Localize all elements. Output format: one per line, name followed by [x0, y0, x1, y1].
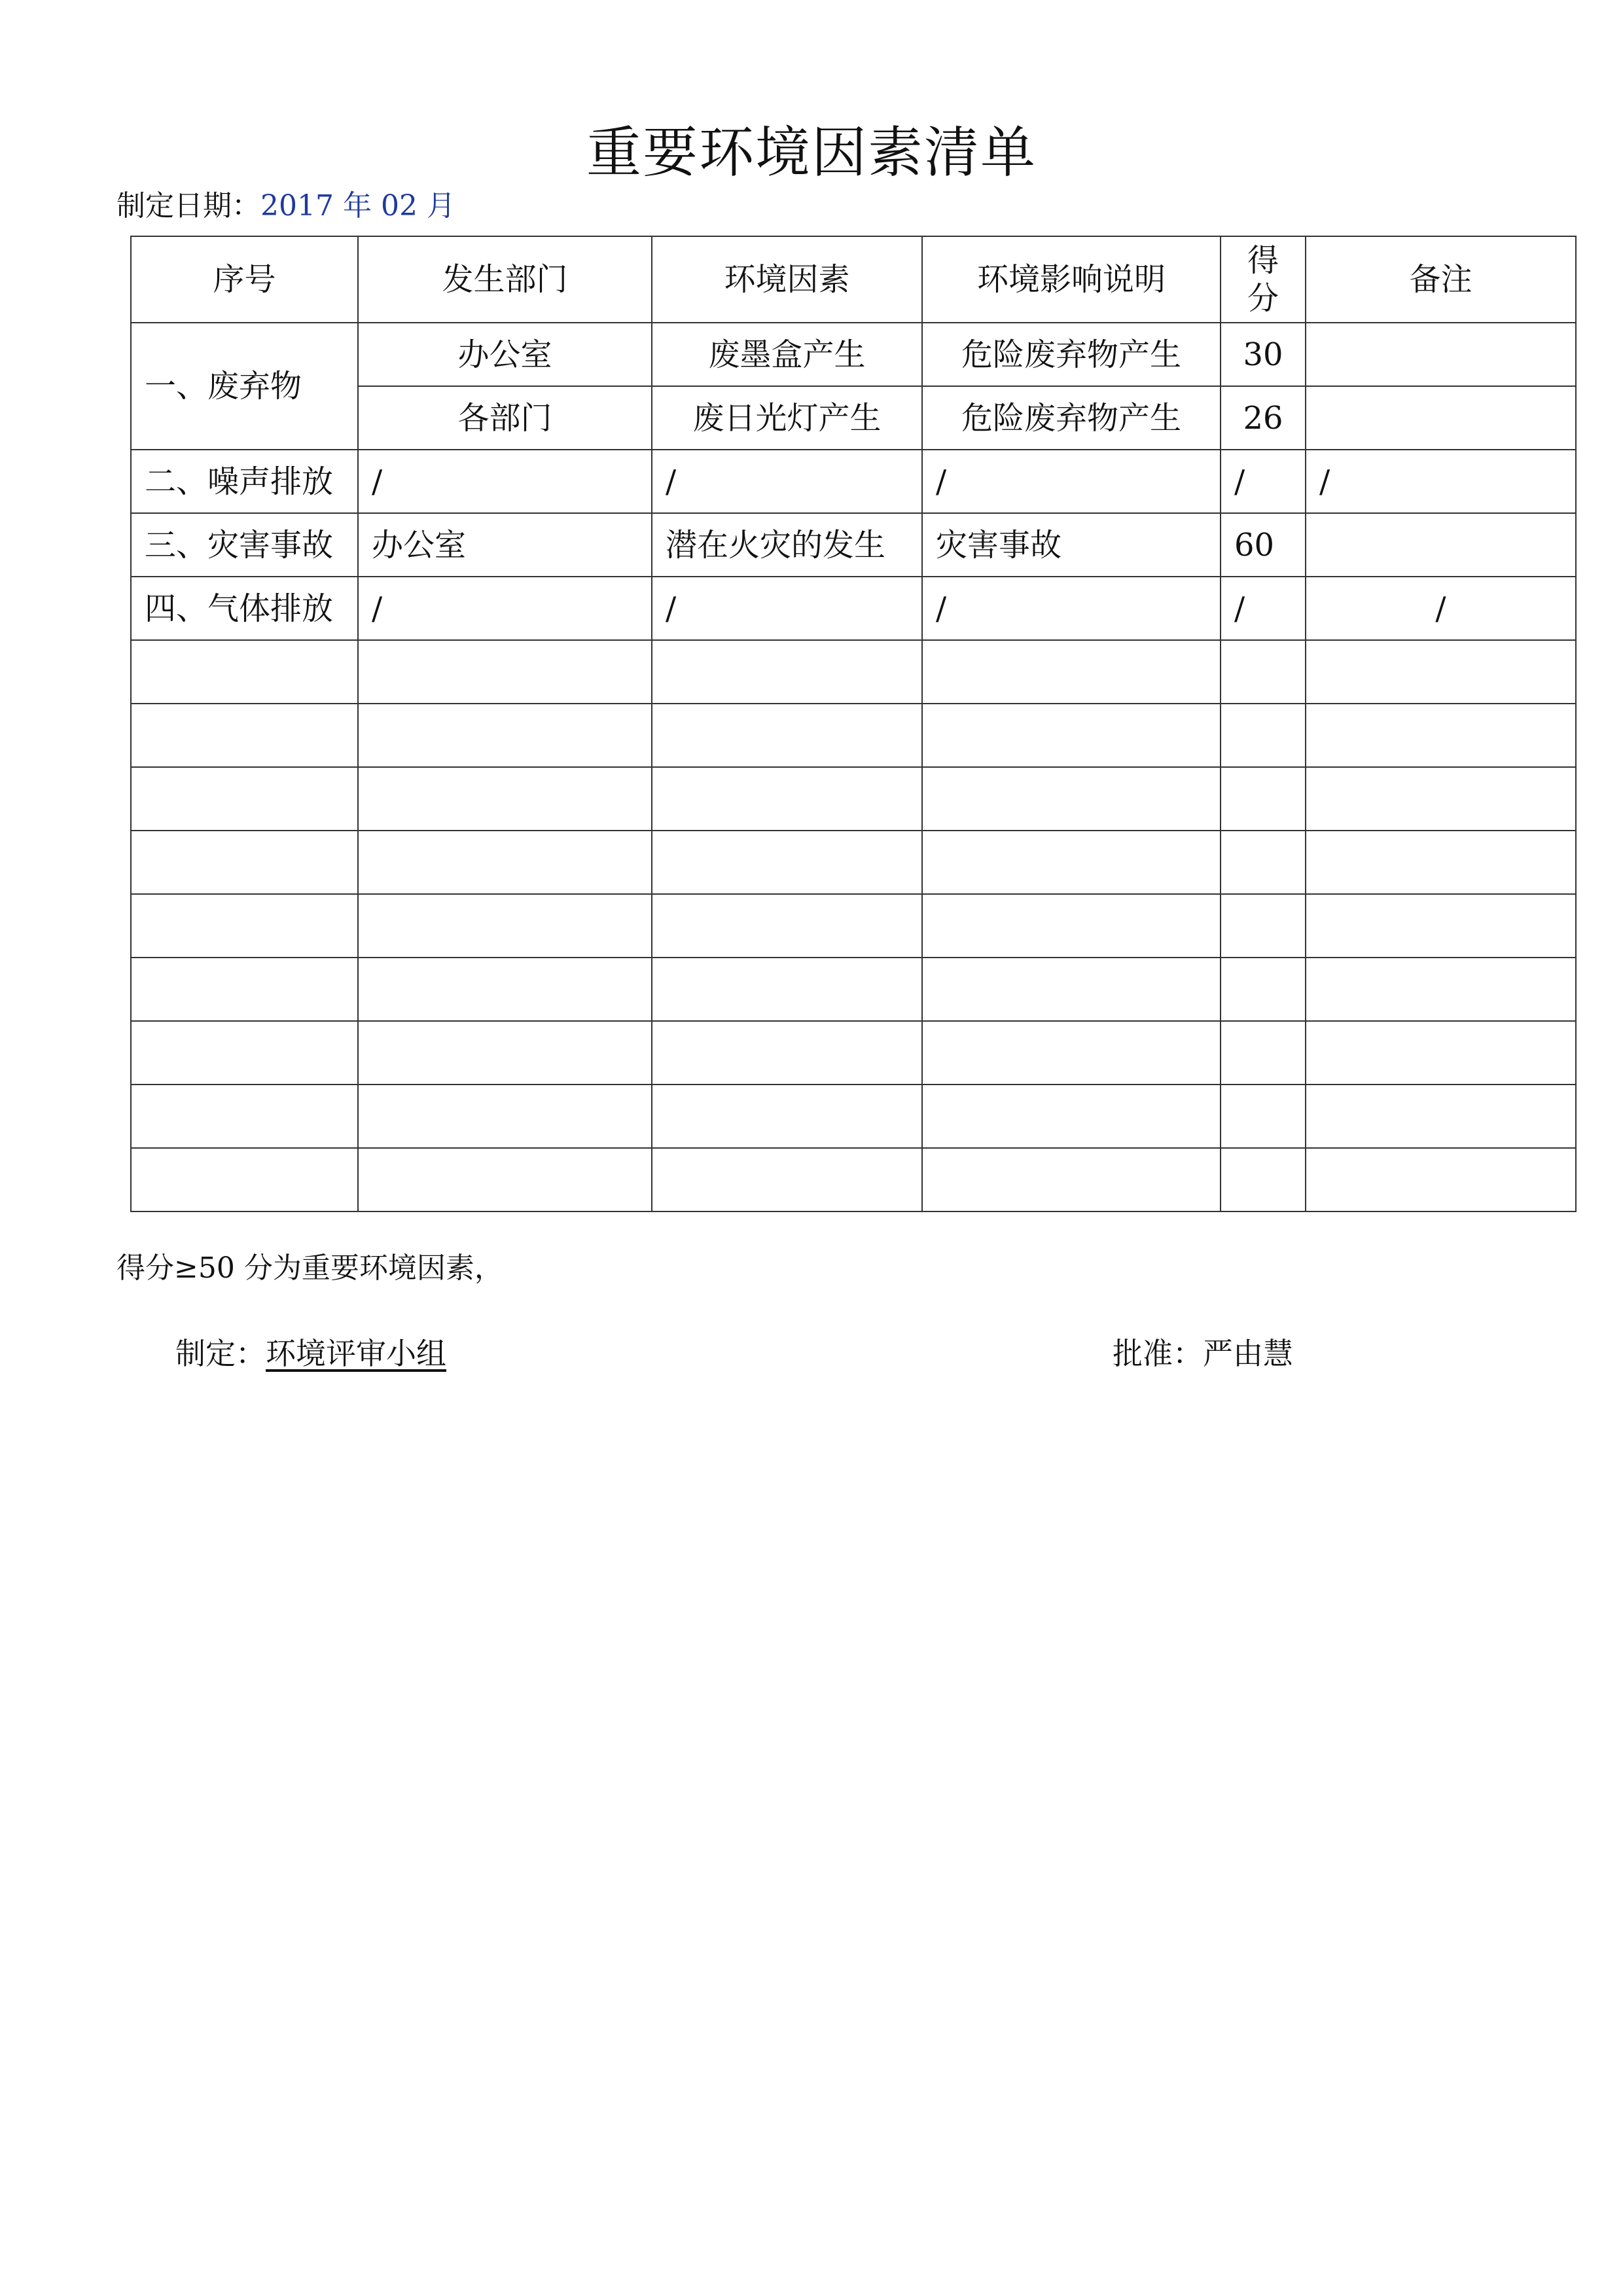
category-cell: 四、气体排放	[131, 577, 358, 640]
approved-label: 批准：	[1113, 1336, 1203, 1371]
score-cell: 30	[1221, 323, 1306, 386]
impact-cell: 危险废弃物产生	[922, 323, 1221, 386]
remark-cell: /	[1306, 450, 1576, 513]
date-label: 制定日期：	[116, 189, 260, 223]
table-row	[131, 323, 1576, 386]
category-cell: 一、废弃物	[131, 323, 358, 450]
table-row	[131, 450, 1576, 513]
score-cell: /	[1221, 577, 1306, 640]
header-impact: 环境影响说明	[922, 236, 1221, 323]
table-header-row	[131, 236, 1576, 323]
header-factor: 环境因素	[652, 236, 922, 323]
empty-row	[131, 831, 1576, 894]
table-row	[131, 577, 1576, 640]
dept-cell: 办公室	[358, 513, 652, 577]
empty-row	[131, 640, 1576, 704]
header-dept: 发生部门	[358, 236, 652, 323]
header-score-bottom: 分	[1247, 280, 1279, 317]
header-score-top: 得	[1247, 242, 1279, 279]
impact-cell: /	[922, 577, 1221, 640]
impact-cell: 危险废弃物产生	[922, 386, 1221, 450]
table-row	[131, 513, 1576, 577]
score-cell: 60	[1221, 513, 1306, 577]
page-title: 重要环境因素清单	[586, 120, 1037, 185]
header-remark: 备注	[1306, 236, 1576, 323]
factor-cell: 废日光灯产生	[652, 386, 922, 450]
header-score	[1221, 236, 1306, 323]
factor-cell: 潜在火灾的发生	[652, 513, 922, 577]
date-value: 2017 年 02 月	[260, 189, 455, 223]
header-seq: 序号	[131, 236, 358, 323]
empty-row	[131, 767, 1576, 831]
dept-cell: /	[358, 450, 652, 513]
dept-cell: 各部门	[358, 386, 652, 450]
score-note: 得分≥50 分为重要环境因素，	[116, 1251, 503, 1285]
factor-cell: 废墨盒产生	[652, 323, 922, 386]
empty-row	[131, 704, 1576, 767]
remark-cell	[1306, 386, 1576, 450]
remark-cell	[1306, 513, 1576, 577]
empty-row	[131, 894, 1576, 958]
impact-cell: /	[922, 450, 1221, 513]
remark-cell	[1306, 323, 1576, 386]
prepared-label: 制定：	[175, 1336, 266, 1371]
category-cell: 三、灾害事故	[131, 513, 358, 577]
prepared-value: 环境评审小组	[266, 1336, 446, 1371]
remark-cell: /	[1306, 577, 1576, 640]
impact-cell: 灾害事故	[922, 513, 1221, 577]
empty-row	[131, 958, 1576, 1021]
factor-cell: /	[652, 450, 922, 513]
factor-cell: /	[652, 577, 922, 640]
score-cell: 26	[1221, 386, 1306, 450]
empty-row	[131, 1021, 1576, 1085]
score-cell: /	[1221, 450, 1306, 513]
dept-cell: 办公室	[358, 323, 652, 386]
dept-cell: /	[358, 577, 652, 640]
category-cell: 二、噪声排放	[131, 450, 358, 513]
date-line	[116, 187, 455, 226]
prepared-by	[175, 1334, 446, 1373]
empty-row	[131, 1148, 1576, 1211]
empty-row	[131, 1085, 1576, 1148]
approved-by	[1113, 1334, 1293, 1373]
approved-value: 严由慧	[1203, 1336, 1293, 1371]
environment-factor-table	[130, 236, 1577, 1212]
